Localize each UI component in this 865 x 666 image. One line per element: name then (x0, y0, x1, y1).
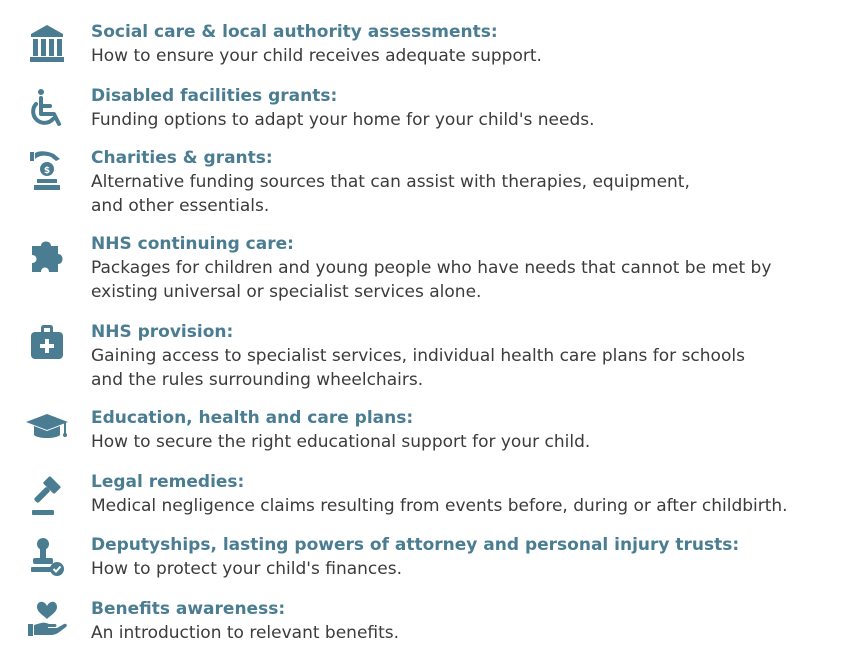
item-description: How to secure the right educational support for your child. (91, 432, 591, 452)
item-description-line-1: Gaining access to specialist services, individual health care plans for schools (91, 346, 745, 366)
heart-hand-icon (24, 599, 70, 645)
item-description: An introduction to relevant benefits. (91, 623, 400, 643)
gavel-icon (24, 472, 70, 518)
item-description: How to ensure your child receives adequate support. (91, 46, 542, 66)
item-title: Benefits awareness: (91, 599, 286, 619)
item-description-line-2: existing universal or specialist services alone. (91, 282, 482, 302)
item-title: NHS provision: (91, 322, 234, 342)
wheelchair-icon (24, 86, 70, 132)
stamp-approval-icon (24, 535, 70, 581)
item-title: Social care & local authority assessments: (91, 22, 498, 42)
item-title: Legal remedies: (91, 472, 245, 492)
bank-building-icon (24, 22, 70, 68)
puzzle-piece-icon (24, 236, 70, 282)
item-description-line-2: and the rules surrounding wheelchairs. (91, 370, 424, 390)
item-title: Disabled facilities grants: (91, 86, 338, 106)
medical-bag-icon (24, 322, 70, 368)
item-description: How to protect your child's finances. (91, 559, 402, 579)
graduation-cap-icon (24, 404, 70, 450)
item-description: Funding options to adapt your home for your child's needs. (91, 110, 595, 130)
item-title: Education, health and care plans: (91, 408, 414, 428)
item-description-line-1: Packages for children and young people who have needs that cannot be met by (91, 258, 772, 278)
item-description-line-2: and other essentials. (91, 196, 270, 216)
donation-coin-icon (24, 148, 70, 194)
item-title: Deputyships, lasting powers of attorney and personal injury trusts: (91, 535, 740, 555)
svg-text:$: $ (43, 166, 51, 176)
item-description-line-1: Alternative funding sources that can assist with therapies, equipment, (91, 172, 690, 192)
item-title: Charities & grants: (91, 148, 273, 168)
item-description: Medical negligence claims resulting from events before, during or after childbirth. (91, 496, 788, 516)
item-title: NHS continuing care: (91, 234, 294, 254)
